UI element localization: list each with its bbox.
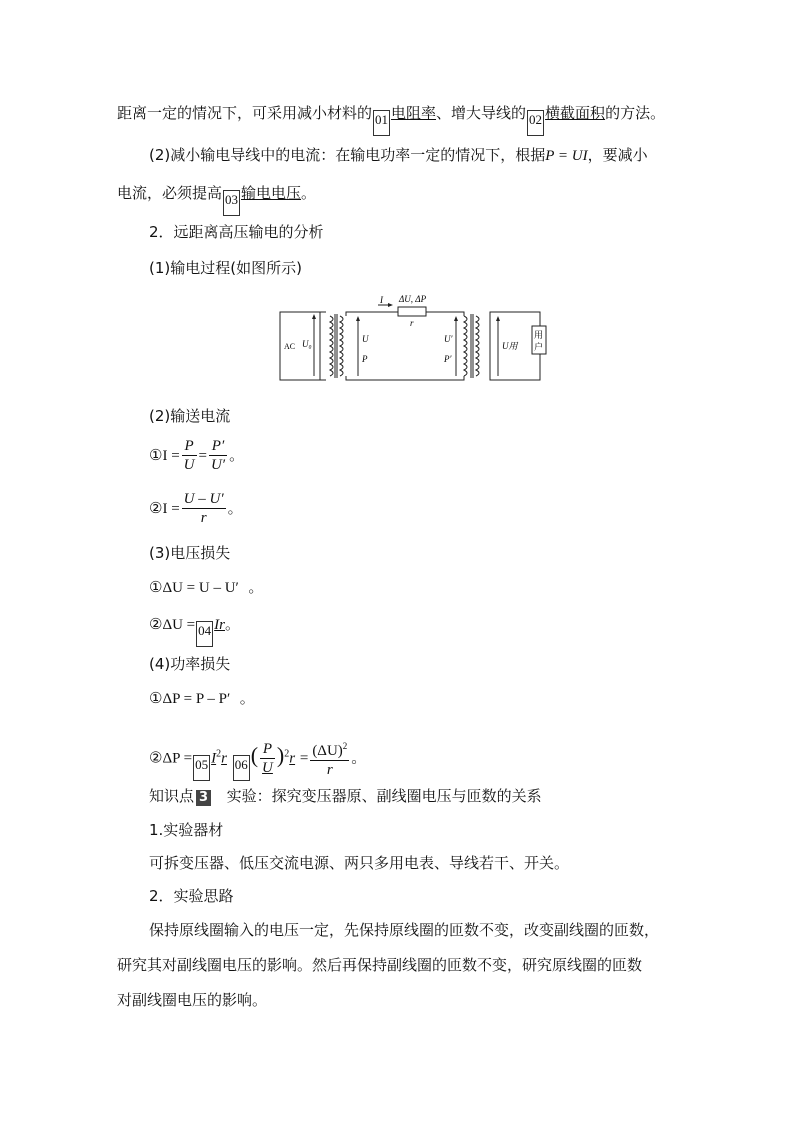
sub-heading: (3)电压损失 [149, 544, 231, 562]
u-prime-label: U′ [444, 334, 453, 344]
u-user-label: U用 [502, 341, 518, 351]
equation-power-2: ②ΔP = 05 $I^2r$ 06 ( $\frac{P}{U}$ )$^2$r = $\frac{(\Delta U)^2}{r}$ 。 [149, 737, 366, 781]
paragraph-resistance: 距离一定的情况下，可采用减小材料的 01 电阻率、增大导线的 02 横截面积的方法。 [117, 103, 665, 136]
paragraph-current-cont: 电流，必须提高 03 输电电压。 [117, 183, 316, 216]
equation-current-1: ①I = $\frac{P}{U}$ = $\frac{P'}{U'}$ 。 [149, 438, 245, 473]
ac-label: AC [284, 342, 296, 351]
equation-power-1: ①ΔP = P – P′ 。 [149, 689, 255, 707]
user-label-top: 用 [534, 330, 544, 340]
fraction: $\frac{P}{U}$ [183, 438, 195, 473]
loss-label: ΔU, ΔP [399, 294, 427, 304]
equation-voltage-2: ②ΔU = 04 Ir。 [149, 614, 240, 647]
current-label: I [380, 295, 383, 305]
resistance-label: r [410, 318, 414, 328]
answer-text: 输电电压 [241, 184, 302, 202]
blank-number-box: 02 [527, 110, 544, 136]
blank-number-box: 03 [223, 190, 240, 216]
equation-current-2: ②I = $\frac{U - U'}{r}$ 。 [149, 491, 243, 526]
blank-number-box: 06 [233, 755, 250, 781]
section-heading: 2．实验思路 [149, 887, 234, 905]
section-heading: 2．远距离高压输电的分析 [149, 223, 324, 241]
paragraph: 保持原线圈输入的电压一定，先保持原线圈的匝数不变，改变副线圈的匝数， [149, 921, 660, 939]
answer-text: Ir [214, 617, 225, 633]
paragraph-current: (2)减小输电导线中的电流：在输电功率一定的情况下，根据P = UI，要减小 [149, 146, 648, 164]
blank-number-box: 01 [373, 110, 390, 136]
sub-heading: (2)输送电流 [149, 407, 231, 425]
fraction: $\frac{(\Delta U)^2}{r}$ [310, 737, 349, 779]
u-label: U [362, 334, 369, 344]
paragraph: 研究其对副线圈电压的影响。然后再保持副线圈的匝数不变，研究原线圈的匝数 [117, 956, 643, 974]
section-heading: 1.实验器材 [149, 821, 224, 839]
fraction: $\frac{P}{U}$ [262, 740, 273, 776]
paragraph: 对副线圈电压的影响。 [117, 991, 268, 1009]
sub-heading: (4)功率损失 [149, 655, 231, 673]
blank-number-box: 05 [193, 755, 210, 781]
p-label: P [362, 354, 368, 364]
knowledge-point-heading: 知识点 3 实验：探究变压器原、副线圈电压与匝数的关系 [149, 787, 542, 805]
p-prime-label: P′ [444, 354, 452, 364]
paragraph: 可拆变压器、低压交流电源、两只多用电表、导线若干、开关。 [149, 854, 570, 872]
answer-text: 电阻率 [391, 104, 437, 122]
blank-number-box: 04 [196, 621, 213, 647]
user-label-bottom: 户 [534, 342, 544, 352]
equation-voltage-1: ①ΔU = U – U′ 。 [149, 578, 264, 596]
transmission-circuit-diagram [278, 292, 560, 384]
answer-text: I [211, 750, 217, 767]
sub-heading: (1)输电过程(如图所示) [149, 259, 302, 277]
knowledge-point-badge: 3 [196, 790, 211, 806]
u0-label: U₀ [302, 339, 312, 349]
answer-text: 横截面积 [545, 104, 606, 122]
fraction: $\frac{U - U'}{r}$ [183, 491, 224, 526]
fraction: $\frac{P'}{U'}$ [210, 438, 226, 473]
